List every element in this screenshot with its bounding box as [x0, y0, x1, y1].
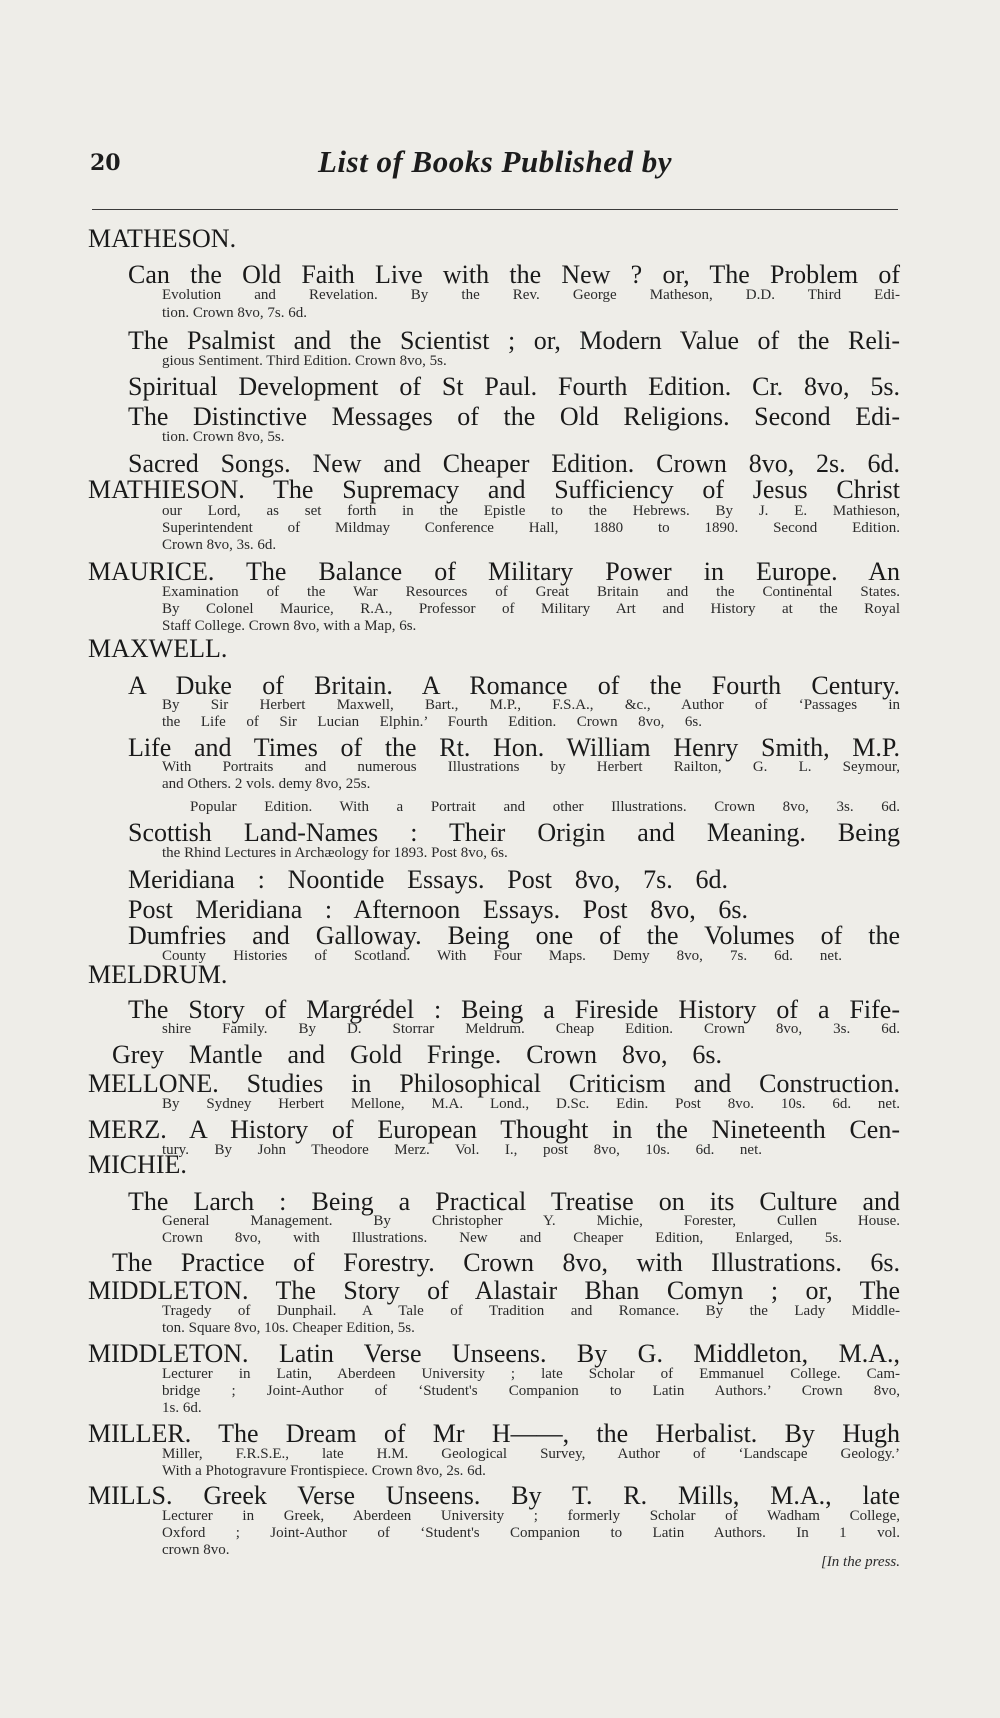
- entry-detail-line: Tragedy of Dunphail. A Tale of Tradition and Romance. By the Lady Middle-: [162, 1303, 900, 1319]
- entry-title-line: MATHIESON. The Supremacy and Sufficiency of Jesus Christ: [88, 475, 900, 504]
- entry-title-line: The Practice of Forestry. Crown 8vo, with Illustrations. 6s.: [112, 1248, 900, 1277]
- entry-detail-line: bridge ; Joint-Author of ‘Student's Companion to Latin Authors.’ Crown 8vo,: [162, 1383, 900, 1399]
- entry-detail-line: tury. By John Theodore Merz. Vol. I., post 8vo, 10s. 6d. net.: [162, 1142, 762, 1158]
- entry-title-line: Meridiana : Noontide Essays. Post 8vo, 7s. 6d.: [128, 865, 728, 894]
- entry-title-line: Scottish Land-Names : Their Origin and Meaning. Being: [128, 818, 900, 847]
- entry-detail-line: Lecturer in Latin, Aberdeen University ; late Scholar of Emmanuel College. Cam-: [162, 1366, 900, 1382]
- entry-title-line: MELDRUM.: [88, 960, 228, 989]
- entry-detail-line: General Management. By Christopher Y. Michie, Forester, Cullen House.: [162, 1213, 900, 1229]
- entry-detail-line: Crown 8vo, 3s. 6d.: [162, 537, 277, 553]
- entry-detail-line: With a Photogravure Frontispiece. Crown 8vo, 2s. 6d.: [162, 1463, 486, 1479]
- running-title: List of Books Published by: [317, 144, 672, 179]
- entry-title-line: Grey Mantle and Gold Fringe. Crown 8vo, 6s.: [112, 1040, 722, 1069]
- page-number: 20: [90, 150, 121, 176]
- entry-detail-line: crown 8vo.: [162, 1542, 230, 1558]
- entry-title-line: Can the Old Faith Live with the New ? or, The Problem of: [128, 260, 900, 289]
- entry-detail-line: tion. Crown 8vo, 7s. 6d.: [162, 305, 308, 321]
- entry-title-line: Life and Times of the Rt. Hon. William Henry Smith, M.P.: [128, 733, 900, 762]
- entry-detail-line: Evolution and Revelation. By the Rev. George Matheson, D.D. Third Edi-: [162, 287, 900, 303]
- entry-detail-line: the Life of Sir Lucian Elphin.’ Fourth Edition. Crown 8vo, 6s.: [162, 714, 702, 730]
- entry-detail-line: [In the press.: [820, 1554, 900, 1570]
- entry-detail-line: Popular Edition. With a Portrait and other Illustrations. Crown 8vo, 3s. 6d.: [190, 799, 900, 815]
- entry-title-line: MERZ. A History of European Thought in the Nineteenth Cen-: [88, 1115, 900, 1144]
- entry-detail-line: the Rhind Lectures in Archæology for 1893. Post 8vo, 6s.: [162, 845, 508, 861]
- entry-title-line: MILLS. Greek Verse Unseens. By T. R. Mills, M.A., late: [88, 1481, 900, 1510]
- entry-detail-line: and Others. 2 vols. demy 8vo, 25s.: [162, 776, 371, 792]
- entry-title-line: MILLER. The Dream of Mr H——, the Herbalist. By Hugh: [88, 1419, 900, 1448]
- entry-detail-line: Miller, F.R.S.E., late H.M. Geological Survey, Author of ‘Landscape Geology.’: [162, 1446, 900, 1462]
- entry-title-line: A Duke of Britain. A Romance of the Fourth Century.: [128, 671, 900, 700]
- entry-title-line: Dumfries and Galloway. Being one of the Volumes of the: [128, 921, 900, 950]
- entry-detail-line: County Histories of Scotland. With Four Maps. Demy 8vo, 7s. 6d. net.: [162, 948, 842, 964]
- entry-title-line: The Larch : Being a Practical Treatise on its Culture and: [128, 1187, 900, 1216]
- entry-title-line: Sacred Songs. New and Cheaper Edition. Crown 8vo, 2s. 6d.: [128, 449, 900, 478]
- entry-detail-line: By Colonel Maurice, R.A., Professor of Military Art and History at the Royal: [162, 601, 900, 617]
- entry-detail-line: Crown 8vo, with Illustrations. New and Cheaper Edition, Enlarged, 5s.: [162, 1230, 842, 1246]
- entry-detail-line: Staff College. Crown 8vo, with a Map, 6s.: [162, 618, 417, 634]
- entry-detail-line: Lecturer in Greek, Aberdeen University ; formerly Scholar of Wadham College,: [162, 1508, 900, 1524]
- entry-title-line: MIDDLETON. The Story of Alastair Bhan Comyn ; or, The: [88, 1276, 900, 1305]
- entry-title-line: MAURICE. The Balance of Military Power in Europe. An: [88, 557, 900, 586]
- entry-title-line: The Story of Margrédel : Being a Fireside History of a Fife-: [128, 995, 900, 1024]
- entry-detail-line: By Sydney Herbert Mellone, M.A. Lond., D.Sc. Edin. Post 8vo. 10s. 6d. net.: [162, 1096, 900, 1112]
- entry-detail-line: our Lord, as set forth in the Epistle to the Hebrews. By J. E. Mathieson,: [162, 503, 900, 519]
- entry-title-line: The Distinctive Messages of the Old Religions. Second Edi-: [128, 402, 900, 431]
- entry-detail-line: With Portraits and numerous Illustrations by Herbert Railton, G. L. Seymour,: [162, 759, 900, 775]
- entry-detail-line: 1s. 6d.: [162, 1400, 202, 1416]
- entry-title-line: MIDDLETON. Latin Verse Unseens. By G. Middleton, M.A.,: [88, 1339, 900, 1368]
- entry-detail-line: Superintendent of Mildmay Conference Hall, 1880 to 1890. Second Edition.: [162, 520, 900, 536]
- entry-detail-line: gious Sentiment. Third Edition. Crown 8vo, 5s.: [162, 353, 447, 369]
- entry-title-line: MAXWELL.: [88, 634, 228, 663]
- entry-title-line: Post Meridiana : Afternoon Essays. Post 8vo, 6s.: [128, 895, 748, 924]
- entry-title-line: The Psalmist and the Scientist ; or, Modern Value of the Reli-: [128, 326, 900, 355]
- entry-title-line: MICHIE.: [88, 1150, 187, 1179]
- entry-detail-line: Oxford ; Joint-Author of ‘Student's Companion to Latin Authors. In 1 vol.: [162, 1525, 900, 1541]
- entry-title-line: MATHESON.: [88, 224, 237, 253]
- entry-title-line: Spiritual Development of St Paul. Fourth Edition. Cr. 8vo, 5s.: [128, 372, 900, 401]
- entry-detail-line: Examination of the War Resources of Great Britain and the Continental States.: [162, 584, 900, 600]
- entry-detail-line: By Sir Herbert Maxwell, Bart., M.P., F.S.A., &c., Author of ‘Passages in: [162, 697, 900, 713]
- entry-title-line: MELLONE. Studies in Philosophical Criticism and Construction.: [88, 1069, 900, 1098]
- entry-detail-line: tion. Crown 8vo, 5s.: [162, 429, 285, 445]
- entry-detail-line: ton. Square 8vo, 10s. Cheaper Edition, 5s.: [162, 1320, 415, 1336]
- entry-detail-line: shire Family. By D. Storrar Meldrum. Cheap Edition. Crown 8vo, 3s. 6d.: [162, 1021, 900, 1037]
